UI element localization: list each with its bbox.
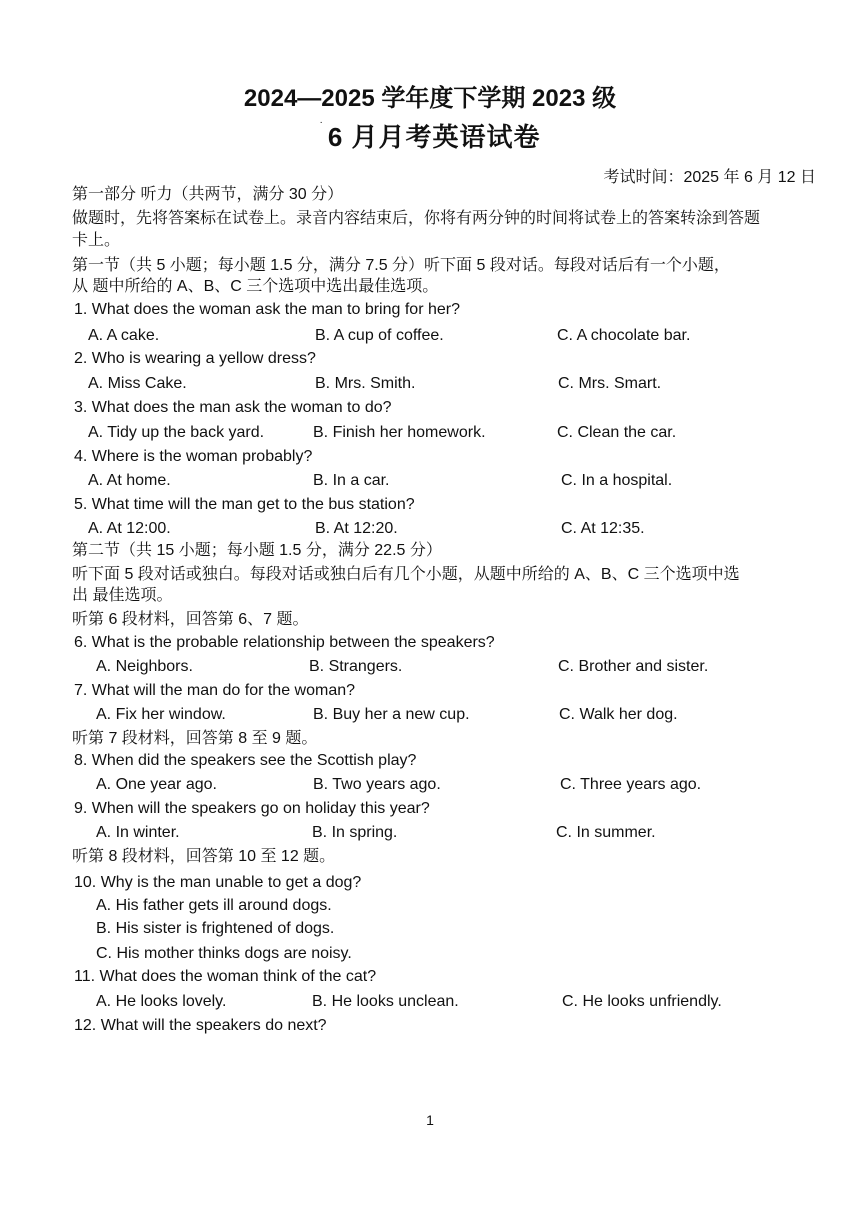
exam-time: 考试时间：2025 年 6 月 12 日: [603, 169, 816, 186]
question-3-option-b: B. Finish her homework.: [313, 424, 486, 441]
question-8-option-a: A. One year ago.: [96, 776, 217, 793]
question-9-option-c: C. In summer.: [556, 824, 656, 841]
question-10: 10. Why is the man unable to get a dog?: [74, 874, 362, 891]
question-6-option-b: B. Strangers.: [309, 658, 403, 675]
exam-title-line2-text: 6 月月考英语试卷: [327, 122, 541, 152]
question-9: 9. When will the speakers go on holiday this year?: [74, 800, 430, 817]
question-11-option-c: C. He looks unfriendly.: [562, 993, 722, 1010]
question-9-option-a: A. In winter.: [96, 824, 180, 841]
question-12: 12. What will the speakers do next?: [74, 1017, 327, 1034]
question-7-option-c: C. Walk her dog.: [559, 706, 678, 723]
material-7-instruction: 听第 7 段材料，回答第 8 至 9 题。: [72, 730, 318, 747]
question-5-option-c: C. At 12:35.: [561, 520, 645, 537]
question-7-option-a: A. Fix her window.: [96, 706, 226, 723]
section1-heading-line1: 第一节（共 5 小题；每小题 1.5 分，满分 7.5 分）听下面 5 段对话。每段对话后有一个小题，: [72, 257, 730, 274]
question-4-option-b: B. In a car.: [313, 472, 390, 489]
question-7: 7. What will the man do for the woman?: [74, 682, 356, 699]
question-4-option-a: A. At home.: [88, 472, 171, 489]
section1-heading-line2: 从 题中所给的 A、B、C 三个选项中选出最佳选项。: [72, 278, 439, 295]
question-11-option-a: A. He looks lovely.: [96, 993, 227, 1010]
question-1-option-b: B. A cup of coffee.: [315, 327, 444, 344]
question-2-option-b: B. Mrs. Smith.: [315, 375, 416, 392]
question-7-option-b: B. Buy her a new cup.: [313, 706, 470, 723]
question-10-option-b: B. His sister is frightened of dogs.: [96, 920, 335, 937]
question-9-option-b: B. In spring.: [312, 824, 398, 841]
question-11-option-b: B. He looks unclean.: [312, 993, 459, 1010]
question-6-option-a: A. Neighbors.: [96, 658, 193, 675]
question-8: 8. When did the speakers see the Scottish play?: [74, 752, 417, 769]
question-5-option-a: A. At 12:00.: [88, 520, 171, 537]
question-5-option-b: B. At 12:20.: [315, 520, 398, 537]
question-8-option-c: C. Three years ago.: [560, 776, 702, 793]
part1-instruction-line1: 做题时，先将答案标在试卷上。录音内容结束后，你将有两分钟的时间将试卷上的答案转涂到答题: [72, 210, 761, 227]
question-6: 6. What is the probable relationship between the speakers?: [74, 634, 495, 651]
exam-title-line1: 2024—2025 学年度下学期 2023 级: [243, 85, 617, 112]
exam-title-line2: [0, 117, 860, 154]
question-2: 2. Who is wearing a yellow dress?: [74, 350, 316, 367]
question-11: 11. What does the woman think of the cat?: [74, 968, 377, 985]
question-1-option-a: A. A cake.: [88, 327, 160, 344]
section2-heading: 第二节（共 15 小题；每小题 1.5 分，满分 22.5 分）: [72, 542, 442, 559]
material-6-instruction: 听第 6 段材料，回答第 6、7 题。: [72, 611, 309, 628]
part1-heading: 第一部分 听力（共两节，满分 30 分）: [72, 186, 344, 203]
question-5: 5. What time will the man get to the bus station?: [74, 496, 415, 513]
question-1: 1. What does the woman ask the man to bring for her?: [74, 301, 460, 318]
page-number: 1: [426, 1112, 434, 1128]
question-8-option-b: B. Two years ago.: [313, 776, 441, 793]
material-8-instruction: 听第 8 段材料，回答第 10 至 12 题。: [72, 848, 336, 865]
question-3: 3. What does the man ask the woman to do?: [74, 399, 392, 416]
question-4: 4. Where is the woman probably?: [74, 448, 313, 465]
section2-instruction-line2: 出 最佳选项。: [72, 587, 173, 604]
question-10-option-c: C. His mother thinks dogs are noisy.: [96, 945, 352, 962]
question-2-option-c: C. Mrs. Smart.: [558, 375, 662, 392]
question-10-option-a: A. His father gets ill around dogs.: [96, 897, 332, 914]
question-2-option-a: A. Miss Cake.: [88, 375, 187, 392]
question-3-option-a: A. Tidy up the back yard.: [88, 424, 265, 441]
question-6-option-c: C. Brother and sister.: [558, 658, 709, 675]
question-4-option-c: C. In a hospital.: [561, 472, 673, 489]
question-3-option-c: C. Clean the car.: [557, 424, 677, 441]
section2-instruction-line1: 听下面 5 段对话或独白。每段对话或独白后有几个小题，从题中所给的 A、B、C 三个选项中选: [72, 566, 740, 583]
part1-instruction-line2: 卡上。: [72, 232, 121, 249]
decorative-dot: ·: [319, 117, 324, 128]
question-1-option-c: C. A chocolate bar.: [557, 327, 691, 344]
